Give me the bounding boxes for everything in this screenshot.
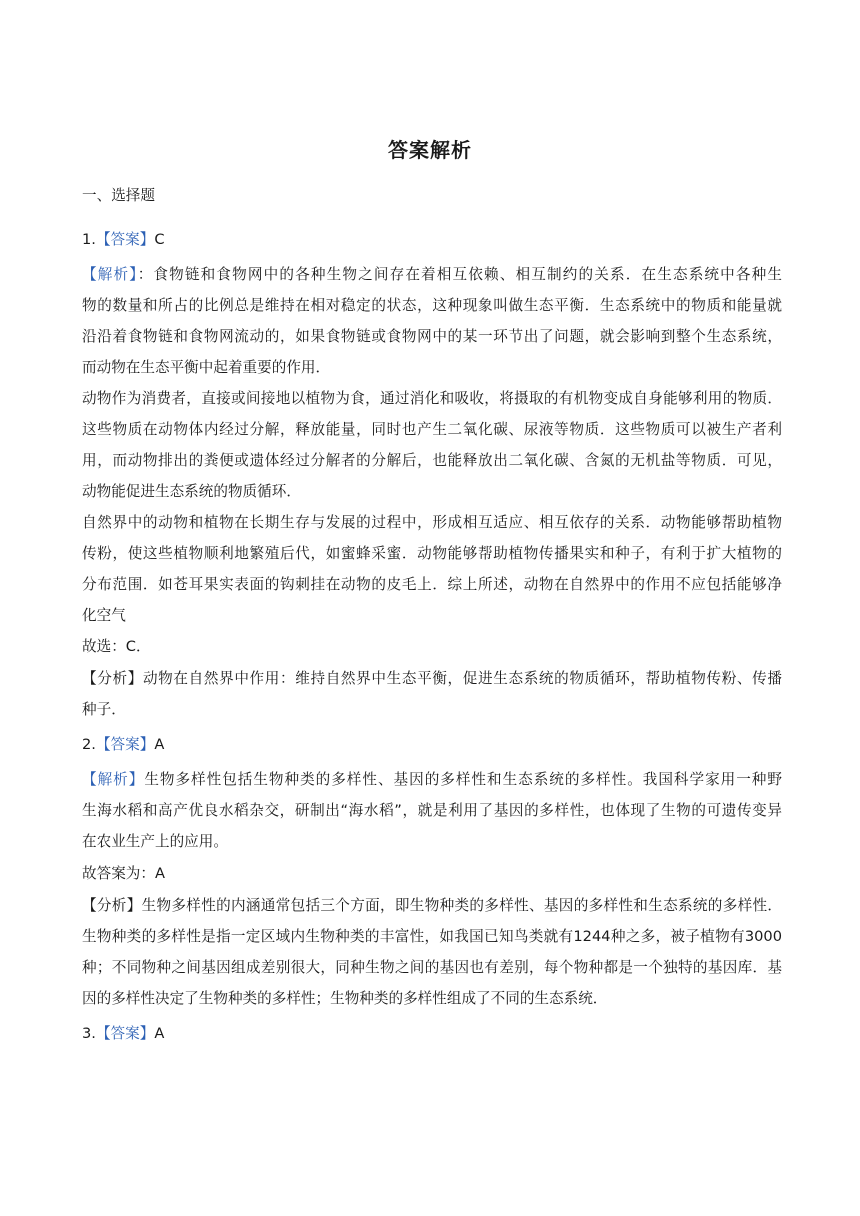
- section-heading: 一、选择题: [82, 187, 155, 204]
- q3-number: 3.: [82, 1025, 96, 1042]
- q1-jiexi-text: 传粉，使这些植物顺利地繁殖后代，如蜜蜂采蜜．动物能够帮助植物传播果实和种子，有利于扩大植物的: [82, 545, 782, 562]
- q1-jiexi-text: 分布范围．如苍耳果实表面的钩刺挂在动物的皮毛上．综上所述，动物在自然界中的作用不应包括能够净: [82, 576, 782, 593]
- q1-fenxi-text: 种子．: [82, 701, 126, 718]
- q2-answer-line: [82, 735, 782, 755]
- q1-choice: 故选：C．: [82, 638, 151, 655]
- q1-jiexi-text: 而动物在生态平衡中起着重要的作用．: [82, 359, 331, 376]
- q1-fenxi-tag: 【分析】: [82, 670, 143, 687]
- q1-jiexi-text: 物的数量和所占的比例总是维持在相对稳定的状态，这种现象叫做生态平衡．生态系统中的物质和能量就: [82, 297, 782, 314]
- q2-fenxi-text: 因的多样性决定了生物种类的多样性；生物种类的多样性组成了不同的生态系统．: [82, 990, 608, 1007]
- q2-jiexi-text: 生物多样性包括生物种类的多样性、基因的多样性和生态系统的多样性。我国科学家用一种野: [144, 771, 782, 788]
- q3-answer-line: [82, 1024, 782, 1044]
- q1-answer: C: [154, 231, 165, 248]
- q1-jiexi-text: ：食物链和食物网中的各种生物之间存在着相互依赖、相互制约的关系．在生态系统中各种生: [137, 266, 783, 283]
- q1-jiexi-text: 沿沿着食物链和食物网流动的，如果食物链或食物网中的某一环节出了问题，就会影响到整个生态系统，: [82, 328, 782, 345]
- q1-answer-tag: 【答案】: [95, 231, 155, 248]
- q1-jiexi-text: 动物作为消费者，直接或间接地以植物为食，通过消化和吸收，将摄取的有机物变成自身能够利用的物质．: [82, 390, 782, 407]
- q1-answer-line: [82, 230, 782, 250]
- q1-number: 1.: [82, 231, 96, 248]
- q3-answer-tag: 【答案】: [95, 1025, 155, 1042]
- q2-answer-tag: 【答案】: [95, 736, 155, 753]
- q2-jiexi-tag: 【解析】: [82, 771, 145, 788]
- q2-jiexi-line: [82, 770, 782, 790]
- q2-jiexi-text: 生海水稻和高产优良水稻杂交，研制出“海水稻”，就是利用了基因的多样性，也体现了生物的可遗传变异: [82, 802, 782, 819]
- q2-fenxi-text: 生物多样性的内涵通常包括三个方面，即生物种类的多样性、基因的多样性和生态系统的多样性．: [141, 897, 782, 914]
- q2-fenxi-text: 种；不同物种之间基因组成差别很大，同种生物之间的基因也有差别，每个物种都是一个独特的基因库．基: [82, 959, 782, 976]
- q1-jiexi-text: 化空气: [82, 607, 126, 624]
- q2-fenxi-tag: 【分析】: [82, 897, 142, 914]
- q1-jiexi-text: 动物能促进生态系统的物质循环．: [82, 483, 301, 500]
- q1-jiexi-text: 自然界中的动物和植物在长期生存与发展的过程中，形成相互适应、相互依存的关系．动物能够帮助植物: [82, 514, 782, 531]
- q1-fenxi-text: 动物在自然界中作用：维持自然界中生态平衡，促进生态系统的物质循环，帮助植物传粉、传播: [142, 670, 782, 687]
- page-title: 答案解析: [388, 138, 472, 162]
- q1-jiexi-line: [82, 265, 782, 285]
- q2-number: 2.: [82, 736, 96, 753]
- q2-choice: 故答案为：A: [82, 865, 165, 882]
- q3-answer: A: [154, 1025, 165, 1042]
- q1-jiexi-text: 这些物质在动物体内经过分解，释放能量，同时也产生二氧化碳、尿液等物质．这些物质可以被生产者利: [82, 421, 782, 438]
- q1-jiexi-text: 用，而动物排出的粪便或遗体经过分解者的分解后，也能释放出二氧化碳、含氮的无机盐等物质．可见，: [82, 452, 782, 469]
- q2-fenxi-line: [82, 896, 782, 916]
- q2-answer: A: [154, 736, 165, 753]
- q2-jiexi-text: 在农业生产上的应用。: [82, 833, 228, 850]
- q1-jiexi-tag: 【解析】: [82, 266, 138, 283]
- q1-fenxi-line: [82, 669, 782, 689]
- q2-fenxi-text: 生物种类的多样性是指一定区域内生物种类的丰富性，如我国已知鸟类就有1244种之多，被子植物有3000: [82, 928, 782, 945]
